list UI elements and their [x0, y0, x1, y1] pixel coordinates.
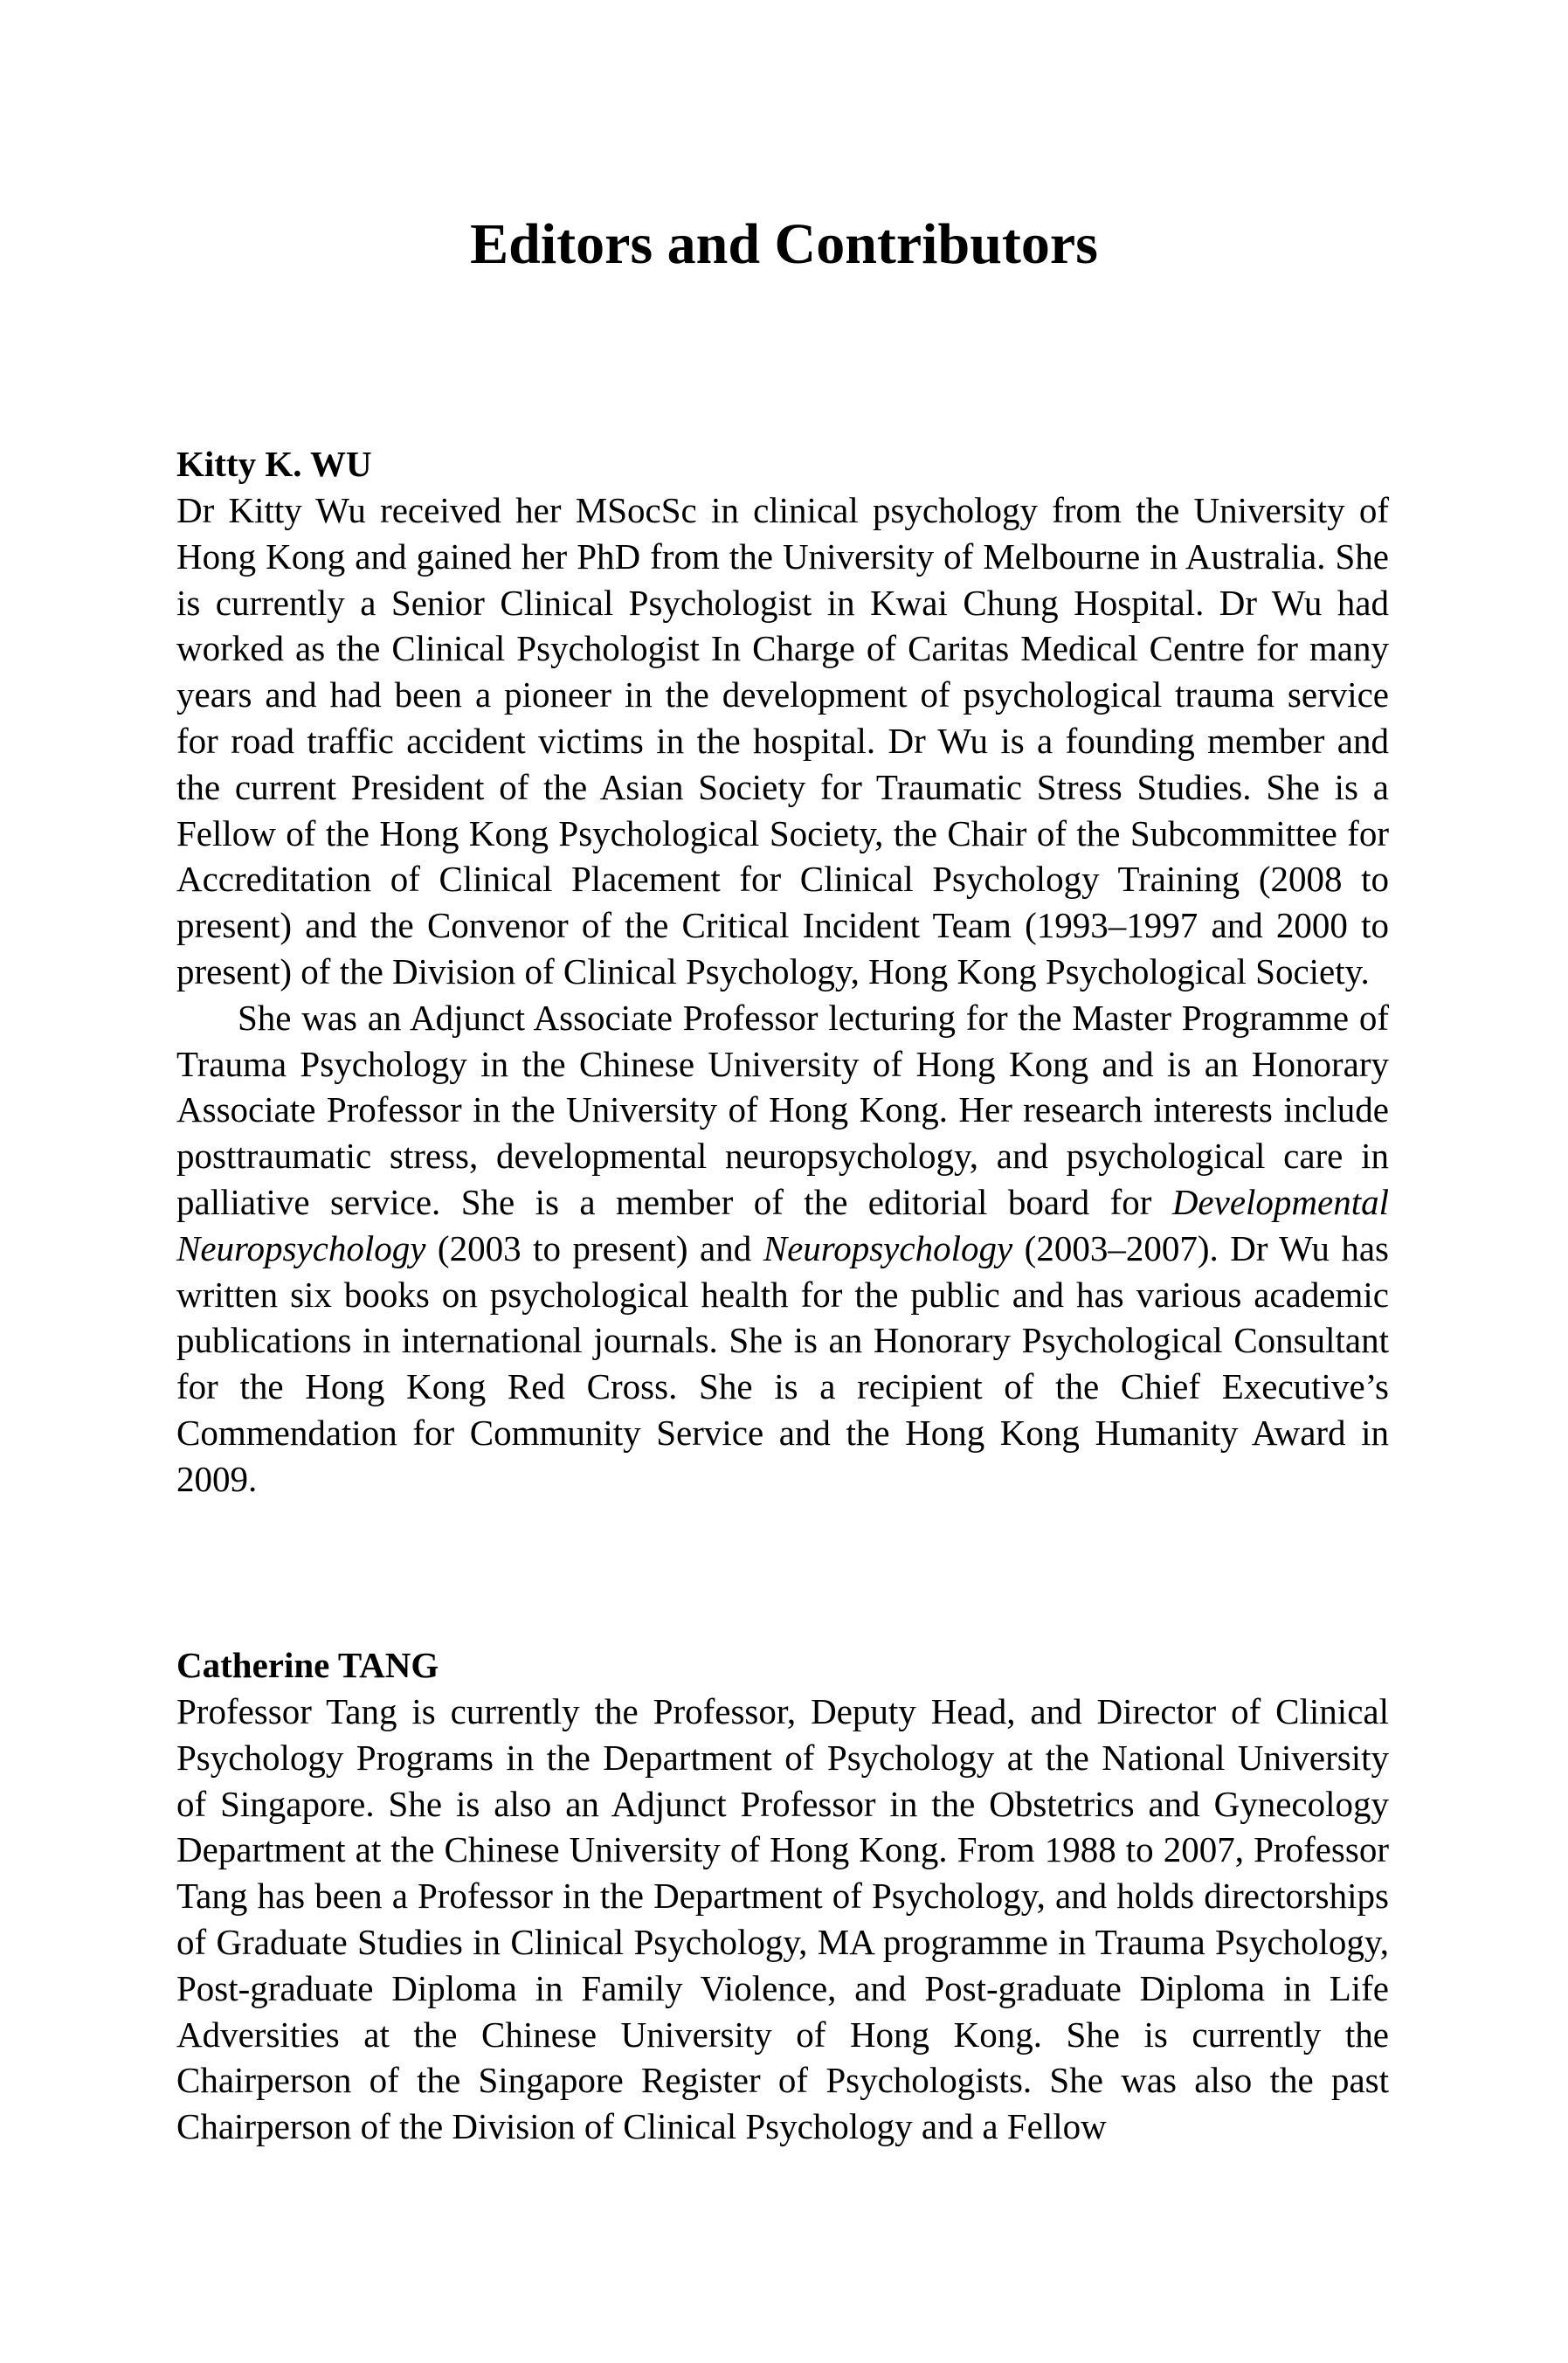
- biography-paragraph: Dr Kitty Wu received her MSocSc in clinical psychology from the University of Hong Kong and gained her PhD from the University of Melbourne in Australia. She is currently a Senior Clinical Psychologist in Kwai Chung Hospital. Dr Wu had worked as the Clinical Psychologist In Charge of Caritas Medical Centre for many years and had been a pioneer in the development of psychological trauma service for road traffic accident victims in the hospital. Dr Wu is a founding member and the current President of the Asian Society for Traumatic Stress Studies. She is a Fellow of the Hong Kong Psychological Society, the Chair of the Subcommittee for Accreditation of Clinical Placement for Clinical Psychology Training (2008 to present) and the Convenor of the Critical Incident Team (1993–1997 and 2000 to present) of the Division of Clinical Psychology, Hong Kong Psychological Society.: [176, 490, 1389, 991]
- journal-title: Developmental Neuropsychology: [176, 1181, 1389, 1268]
- biography-text: (2003–2007). Dr Wu has written six books on psychological health for the public and has various academic publications in international journals. She is an Honorary Psychological Consultant for the Hong Kong Red Cross. She is a recipient of the Chief Executive’s Commendation for Community Service and the Hong Kong Humanity Award in 2009.: [176, 1227, 1389, 1499]
- page-title: Editors and Contributors: [470, 212, 1098, 276]
- contributor-name: Catherine TANG: [176, 1645, 439, 1685]
- contributor-entry-tang: [176, 1642, 1389, 2150]
- journal-title: Neuropsychology: [763, 1227, 1013, 1268]
- contributor-entry-wu: [176, 441, 1389, 1503]
- contributor-name: Kitty K. WU: [176, 444, 372, 484]
- biography-text: (2003 to present) and: [425, 1227, 763, 1268]
- biography-paragraph: [176, 995, 1389, 1503]
- biography-paragraph: Professor Tang is currently the Professor, Deputy Head, and Director of Clinical Psychology Programs in the Department of Psychology at the National University of Singapore. She is also an Adjunct Professor in the Obstetrics and Gynecology Department at the Chinese University of Hong Kong. From 1988 to 2007, Professor Tang has been a Professor in the Department of Psychology, and holds directorships of Graduate Studies in Clinical Psychology, MA programme in Trauma Psychology, Post-graduate Diploma in Family Violence, and Post-graduate Diploma in Life Adversities at the Chinese University of Hong Kong. She is currently the Chairperson of the Singapore Register of Psychologists. She was also the past Chairperson of the Division of Clinical Psychology and a Fellow: [176, 1691, 1389, 2147]
- biography-text: She was an Adjunct Associate Professor lecturing for the Master Programme of Trauma Psychology in the Chinese University of Hong Kong and is an Honorary Associate Professor in the University of Hong Kong. Her research interests include posttraumatic stress, developmental neuropsychology, and psychological care in palliative service. She is a member of the editorial board for: [176, 997, 1389, 1222]
